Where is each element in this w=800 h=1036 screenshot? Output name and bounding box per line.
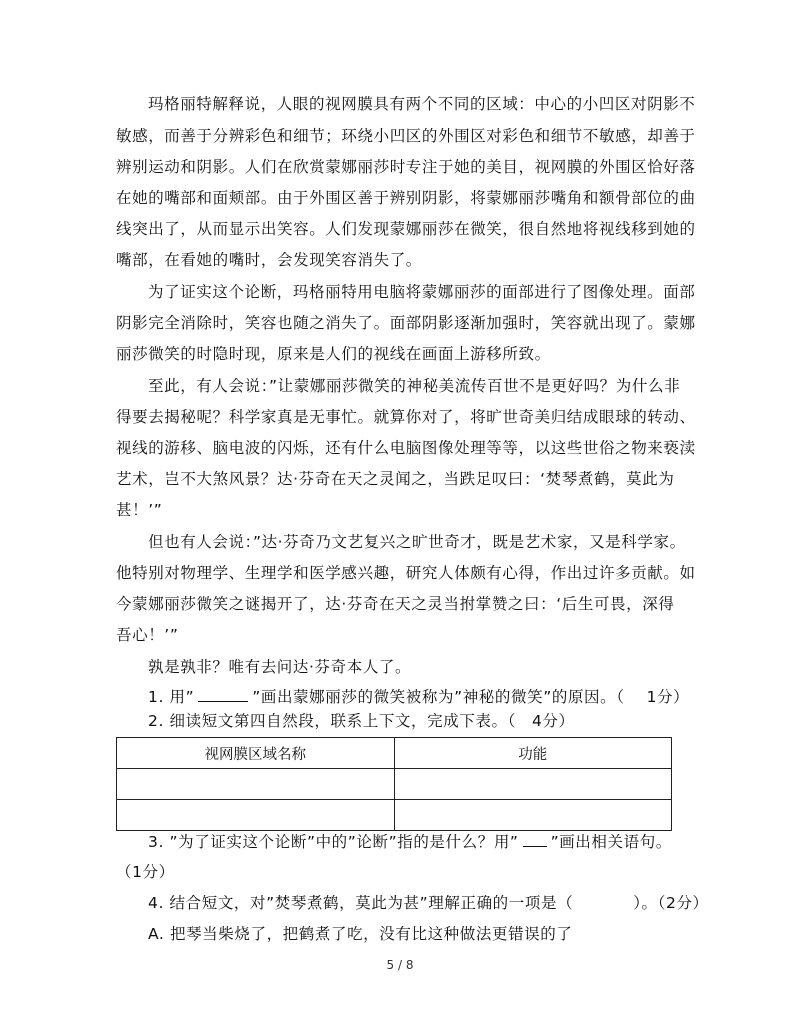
paragraph-2-line-2: 阴影完全消除时，笑容也随之消失了。面部阴影逐渐加强时，笑容就出现了。蒙娜 <box>116 314 696 332</box>
question-3-post: ”画出相关语句。 <box>550 833 672 851</box>
paragraph-1-line-3: 辨别运动和阴影。人们在欣赏蒙娜丽莎时专注于她的美目，视网膜的外围区恰好落 <box>116 158 696 176</box>
table-row <box>117 769 672 800</box>
paragraph-3-line-1: 至此，有人会说：”让蒙娜丽莎微笑的神秘美流传百世不是更好吗？为什么非 <box>148 377 681 395</box>
answer-table <box>116 737 672 831</box>
paragraph-3-line-5: 甚！’” <box>116 501 163 519</box>
paragraph-4-line-2: 他特别对物理学、生理学和医学感兴趣，研究人体颇有心得，作出过许多贡献。如 <box>116 564 696 582</box>
paragraph-3-line-4: 艺术，岂不大煞风景？达·芬奇在天之灵闻之，当跌足叹曰：‘焚琴煮鹤，莫此为 <box>116 470 675 488</box>
paragraph-1-line-6: 嘴部，在看她的嘴时，会发现笑容消失了。 <box>116 251 422 269</box>
question-1-score: 1分） <box>646 688 690 706</box>
answer-blank-1[interactable] <box>198 687 248 702</box>
page-number: 5 / 8 <box>386 958 414 972</box>
table-cell[interactable] <box>117 769 395 800</box>
table-header-region: 视网膜区域名称 <box>117 738 395 769</box>
table-header-function: 功能 <box>394 738 672 769</box>
question-2 <box>148 711 718 731</box>
question-1-pre: 1. 用” <box>148 688 195 706</box>
paragraph-4-line-4: 吾心！’” <box>116 626 179 644</box>
paragraph-3-line-3: 视线的游移、脑电波的闪烁，还有什么电脑图像处理等等，以这些世俗之物来亵渎 <box>116 439 696 457</box>
question-1-post: ”画出蒙娜丽莎的微笑被称为”神秘的微笑”的原因。（ <box>252 688 625 706</box>
paragraph-4-line-3: 今蒙娜丽莎微笑之谜揭开了，达·芬奇在天之灵当拊掌赞之曰：‘后生可畏，深得 <box>116 595 675 613</box>
paragraph-4-line-1: 但也有人会说：”达·芬奇乃文艺复兴之旷世奇才，既是艺术家，又是科学家。 <box>148 533 686 551</box>
table-row <box>117 800 672 831</box>
question-2-text: 2. 细读短文第四自然段，联系上下文，完成下表。（ <box>148 712 516 730</box>
option-a: A. 把琴当柴烧了，把鹤煮了吃，没有比这种做法更错误的了 <box>148 925 573 943</box>
paragraph-1-line-4: 在她的嘴部和面颊部。由于外围区善于辨别阴影，将蒙娜丽莎嘴角和额骨部位的曲 <box>116 189 696 207</box>
table-cell[interactable] <box>117 800 395 831</box>
table-cell[interactable] <box>394 800 672 831</box>
paragraph-5-line-1: 孰是孰非？唯有去问达·芬奇本人了。 <box>148 658 412 676</box>
question-2-score: 4分） <box>531 712 575 730</box>
paragraph-1-line-1: 玛格丽特解释说，人眼的视网膜具有两个不同的区域：中心的小凹区对阴影不 <box>148 95 696 113</box>
question-3-pre: 3. ”为了证实这个论断”中的”论断”指的是什么？用” <box>148 833 519 851</box>
question-4-pre: 4. 结合短文，对”焚琴煮鹤，莫此为甚”理解正确的一项是（ <box>148 894 574 912</box>
answer-blank-3[interactable] <box>523 832 547 847</box>
question-3 <box>148 832 718 852</box>
table-header-row <box>117 738 672 769</box>
question-1 <box>148 687 718 707</box>
paragraph-3-line-2: 得要去揭秘呢？科学家真是无事忙。就算你对了，将旷世奇美归结成眼球的转动、 <box>116 408 696 426</box>
paragraph-2-line-3: 丽莎微笑的时隐时现，原来是人们的视线在画面上游移所致。 <box>116 345 551 363</box>
question-4-post: ）。（2分） <box>633 894 709 912</box>
question-3-score: （1分） <box>116 863 175 881</box>
paragraph-1-line-5: 线突出了，从而显示出笑容。人们发现蒙娜丽莎在微笑，很自然地将视线移到她的 <box>116 220 696 238</box>
paragraph-1-line-2: 敏感，而善于分辨彩色和细节；环绕小凹区的外围区对彩色和细节不敏感，却善于 <box>116 127 696 145</box>
table-cell[interactable] <box>394 769 672 800</box>
paragraph-2-line-1: 为了证实这个论断，玛格丽特用电脑将蒙娜丽莎的面部进行了图像处理。面部 <box>148 283 696 301</box>
question-4 <box>148 893 718 913</box>
